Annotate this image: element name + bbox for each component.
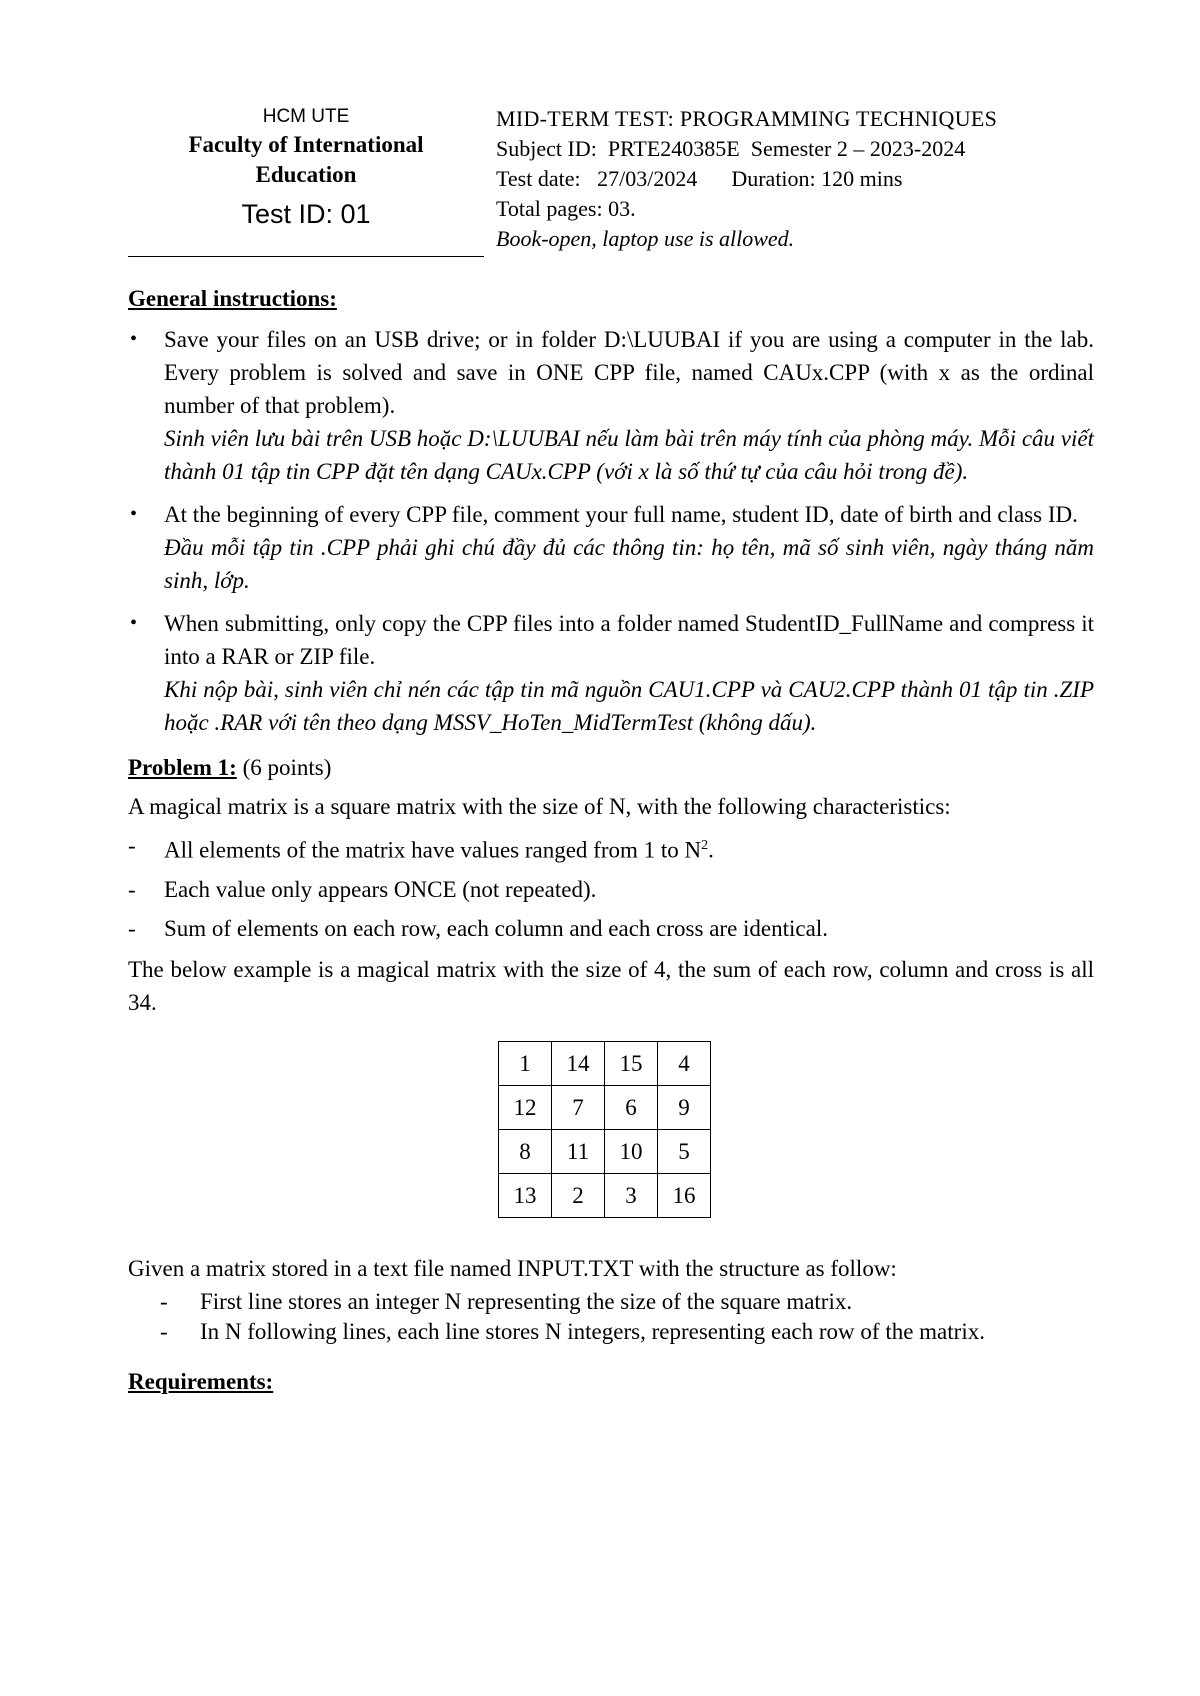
matrix-cell: 12 xyxy=(499,1085,552,1129)
dash-icon: - xyxy=(128,833,136,858)
matrix-cell: 16 xyxy=(658,1173,711,1217)
matrix-row xyxy=(499,1173,711,1217)
input-structure-item xyxy=(128,1317,1094,1347)
test-info-block xyxy=(496,104,1096,254)
matrix-cell: 1 xyxy=(499,1041,552,1085)
institution-block xyxy=(128,104,484,257)
problem1-heading xyxy=(128,751,1094,784)
dash-icon: - xyxy=(160,1288,168,1314)
faculty-name-line1: Faculty of International xyxy=(188,132,424,157)
characteristic-item xyxy=(128,875,1094,905)
subject-id-label: Subject ID: xyxy=(496,136,597,161)
input-structure-text: First line stores an integer N representing the size of the square matrix. xyxy=(200,1288,853,1314)
matrix-cell: 7 xyxy=(552,1085,605,1129)
matrix-row xyxy=(499,1129,711,1173)
test-date-label: Test date: xyxy=(496,166,581,191)
example-text: The below example is a magical matrix with the size of 4, the sum of each row, column and cross is all 34. xyxy=(128,956,1094,1015)
instruction-en: Save your files on an USB drive; or in folder D:\LUUBAI if you are using a computer in the lab. Every problem is solved and save in ONE CPP file, named CAUx.CPP (with x as the ordinal number of that problem). xyxy=(164,327,1094,418)
characteristic-text: All elements of the matrix have values ranged from 1 to N xyxy=(164,837,702,863)
faculty-name-line2: Education xyxy=(255,162,357,187)
requirements-title: Requirements: xyxy=(128,1368,274,1394)
exponent: 2 xyxy=(701,838,709,853)
problem1-intro: A magical matrix is a square matrix with the size of N, with the following characteristics: xyxy=(128,794,951,819)
magic-matrix-table xyxy=(498,1041,711,1218)
instruction-en: At the beginning of every CPP file, comment your full name, student ID, date of birth and class ID. xyxy=(164,502,1078,527)
input-structure-item xyxy=(128,1287,1094,1317)
matrix-cell: 8 xyxy=(499,1129,552,1173)
bullet-icon: • xyxy=(130,612,138,634)
matrix-cell: 6 xyxy=(605,1085,658,1129)
matrix-row xyxy=(499,1085,711,1129)
subject-line xyxy=(496,134,1096,164)
test-title: MID-TERM TEST: PROGRAMMING TECHNIQUES xyxy=(496,106,998,131)
duration: Duration: 120 mins xyxy=(731,166,903,191)
input-structure-list xyxy=(128,1287,1094,1347)
matrix-cell: 3 xyxy=(605,1173,658,1217)
input-description: Given a matrix stored in a text file named INPUT.TXT with the structure as follow: xyxy=(128,1255,897,1281)
dash-icon: - xyxy=(160,1318,168,1344)
input-structure-text: In N following lines, each line stores N integers, representing each row of the matrix. xyxy=(200,1318,985,1344)
characteristic-suffix: . xyxy=(708,837,714,863)
exam-content xyxy=(128,282,1094,1398)
instruction-en: When submitting, only copy the CPP files into a folder named StudentID_FullName and compress it into a RAR or ZIP file. xyxy=(164,611,1094,669)
characteristics-list xyxy=(128,831,1094,944)
matrix-cell: 9 xyxy=(658,1085,711,1129)
characteristic-text: Each value only appears ONCE (not repeated). xyxy=(164,876,597,902)
matrix-cell: 2 xyxy=(552,1173,605,1217)
dash-icon: - xyxy=(128,876,136,902)
matrix-row xyxy=(499,1041,711,1085)
dash-icon: - xyxy=(128,915,136,941)
instructions-list xyxy=(128,323,1094,739)
total-pages: Total pages: 03. xyxy=(496,196,636,221)
characteristic-text: Sum of elements on each row, each column and each cross are identical. xyxy=(164,915,828,941)
matrix-cell: 13 xyxy=(499,1173,552,1217)
instruction-vi: Đầu mỗi tập tin .CPP phải ghi chú đầy đủ các thông tin: họ tên, mã số sinh viên, ngày tháng năm sinh, lớp. xyxy=(164,535,1094,593)
semester: Semester 2 – 2023-2024 xyxy=(750,136,966,161)
characteristic-item xyxy=(128,914,1094,944)
instruction-vi: Khi nộp bài, sinh viên chỉ nén các tập tin mã nguồn CAU1.CPP và CAU2.CPP thành 01 tập tin .ZIP hoặc .RAR với tên theo dạng MSSV_HoTen_MidTermTest (không dấu). xyxy=(164,677,1094,735)
test-id: Test ID: 01 xyxy=(241,199,371,229)
instructions-title: General instructions: xyxy=(128,286,337,311)
subject-id: PRTE240385E xyxy=(607,136,740,161)
school-name: HCM UTE xyxy=(262,106,350,127)
date-line xyxy=(496,164,1096,194)
exam-note: Book-open, laptop use is allowed. xyxy=(496,226,795,251)
matrix-cell: 14 xyxy=(552,1041,605,1085)
matrix-cell: 11 xyxy=(552,1129,605,1173)
bullet-icon: • xyxy=(130,328,138,350)
instruction-vi: Sinh viên lưu bài trên USB hoặc D:\LUUBAI nếu làm bài trên máy tính của phòng máy. Mỗi câu viết thành 01 tập tin CPP đặt tên dạng CAUx.CPP (với x là số thứ tự của câu hỏi trong đề). xyxy=(164,426,1094,484)
problem1-points: (6 points) xyxy=(242,755,332,780)
bullet-icon: • xyxy=(130,503,138,525)
problem1-label: Problem 1: xyxy=(128,755,237,780)
instruction-item xyxy=(128,498,1094,597)
instruction-item xyxy=(128,607,1094,739)
characteristic-item xyxy=(128,831,1094,866)
matrix-cell: 4 xyxy=(658,1041,711,1085)
matrix-cell: 5 xyxy=(658,1129,711,1173)
instruction-item xyxy=(128,323,1094,488)
matrix-cell: 10 xyxy=(605,1129,658,1173)
exam-header xyxy=(128,104,1088,260)
matrix-cell: 15 xyxy=(605,1041,658,1085)
test-date: 27/03/2024 xyxy=(597,166,698,191)
